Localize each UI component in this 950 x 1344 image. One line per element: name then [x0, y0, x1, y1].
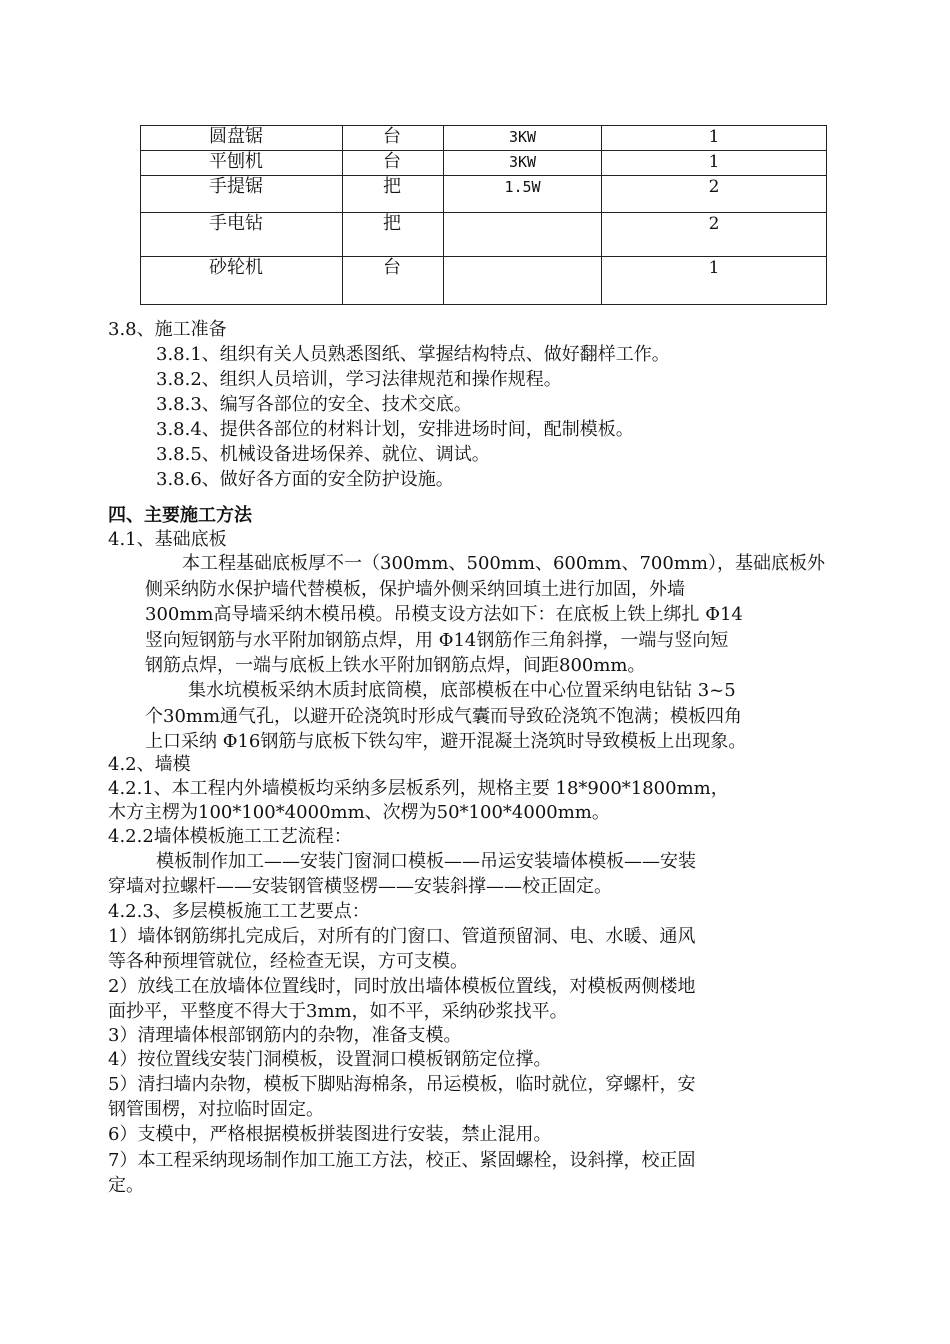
equipment-power — [444, 257, 602, 305]
list-item: 等各种预埋管就位，经检查无误，方可支模。 — [108, 951, 468, 972]
list-item: 6）支模中，严格根据模板拼装图进行安装，禁止混用。 — [108, 1124, 552, 1145]
table-row — [141, 151, 827, 176]
table-row — [141, 176, 827, 213]
equipment-power — [444, 213, 602, 257]
list-item: 钢管围楞，对拉临时固定。 — [108, 1099, 324, 1120]
equipment-unit: 台 — [343, 151, 444, 176]
equipment-power: 3KW — [444, 151, 602, 176]
equipment-qty: 1 — [602, 126, 827, 151]
equipment-power: 3KW — [444, 126, 602, 151]
section-heading: 3.8、施工准备 — [108, 319, 227, 340]
equipment-unit: 把 — [343, 213, 444, 257]
paragraph-line: 300mm高导墙采纳木模吊模。吊模支设方法如下：在底板上铁上绑扎 Φ14 — [145, 604, 743, 625]
section-heading: 4.2、墙模 — [108, 754, 191, 775]
section-heading: 4.2.2墙体模板施工工艺流程： — [108, 826, 352, 847]
list-item: 3）清理墙体根部钢筋内的杂物，准备支模。 — [108, 1025, 462, 1046]
equipment-unit: 台 — [343, 126, 444, 151]
equipment-table — [140, 125, 827, 305]
equipment-name: 砂轮机 — [141, 257, 343, 305]
list-item: 3.8.5、机械设备进场保养、就位、调试。 — [156, 444, 490, 465]
paragraph-line: 本工程基础底板厚不一（300mm、500mm、600mm、700mm），基础底板外 — [182, 553, 825, 574]
table-row — [141, 126, 827, 151]
equipment-power: 1.5W — [444, 176, 602, 213]
list-item: 定。 — [108, 1175, 144, 1196]
equipment-name: 圆盘锯 — [141, 126, 343, 151]
paragraph-line: 集水坑模板采纳木质封底筒模，底部模板在中心位置采纳电钻钻 3~5 — [188, 680, 736, 701]
paragraph-line: 竖向短钢筋与水平附加钢筋点焊，用 Φ14钢筋作三角斜撑，一端与竖向短 — [145, 630, 729, 651]
list-item: 1）墙体钢筋绑扎完成后，对所有的门窗口、管道预留洞、电、水暖、通风 — [108, 926, 696, 947]
paragraph-line: 4.2.1、本工程内外墙模板均采纳多层板系列，规格主要 18*900*1800mm， — [108, 778, 729, 799]
equipment-name: 手电钻 — [141, 213, 343, 257]
equipment-qty: 1 — [602, 257, 827, 305]
list-item: 3.8.4、提供各部位的材料计划，安排进场时间，配制模板。 — [156, 419, 634, 440]
equipment-unit: 把 — [343, 176, 444, 213]
paragraph-line: 模板制作加工——安装门窗洞口模板——吊运安装墙体模板——安装 — [156, 851, 696, 872]
equipment-name: 平刨机 — [141, 151, 343, 176]
list-item: 3.8.1、组织有关人员熟悉图纸、掌握结构特点、做好翻样工作。 — [156, 344, 670, 365]
table-row — [141, 213, 827, 257]
equipment-qty: 2 — [602, 213, 827, 257]
list-item: 7）本工程采纳现场制作加工施工方法，校正、紧固螺栓，设斜撑，校正固 — [108, 1150, 696, 1171]
chapter-heading: 四、主要施工方法 — [108, 505, 252, 526]
list-item: 3.8.6、做好各方面的安全防护设施。 — [156, 469, 454, 490]
list-item: 5）清扫墙内杂物，模板下脚贴海棉条，吊运模板，临时就位，穿螺杆，安 — [108, 1074, 696, 1095]
list-item: 3.8.2、组织人员培训，学习法律规范和操作规程。 — [156, 369, 562, 390]
paragraph-line: 穿墙对拉螺杆——安装钢管横竖楞——安装斜撑——校正固定。 — [108, 876, 612, 897]
equipment-name: 手提锯 — [141, 176, 343, 213]
equipment-unit: 台 — [343, 257, 444, 305]
list-item: 3.8.3、编写各部位的安全、技术交底。 — [156, 394, 472, 415]
table-row — [141, 257, 827, 305]
paragraph-line: 侧采纳防水保护墙代替模板，保护墙外侧采纳回填土进行加固，外墙 — [145, 579, 685, 600]
section-heading: 4.2.3、多层模板施工工艺要点： — [108, 901, 370, 922]
equipment-qty: 2 — [602, 176, 827, 213]
list-item: 面抄平，平整度不得大于3mm，如不平，采纳砂浆找平。 — [108, 1001, 568, 1022]
list-item: 2）放线工在放墙体位置线时，同时放出墙体模板位置线，对模板两侧楼地 — [108, 976, 696, 997]
equipment-qty: 1 — [602, 151, 827, 176]
paragraph-line: 钢筋点焊，一端与底板上铁水平附加钢筋点焊，间距800mm。 — [145, 655, 646, 676]
paragraph-line: 木方主楞为100*100*4000mm、次楞为50*100*4000mm。 — [108, 802, 610, 823]
paragraph-line: 个30mm通气孔，以避开砼浇筑时形成气囊而导致砼浇筑不饱满；模板四角 — [145, 706, 743, 727]
section-heading: 4.1、基础底板 — [108, 529, 227, 550]
list-item: 4）按位置线安装门洞模板，设置洞口模板钢筋定位撑。 — [108, 1049, 552, 1070]
paragraph-line: 上口采纳 Φ16钢筋与底板下铁勾牢，避开混凝土浇筑时导致模板上出现象。 — [145, 731, 747, 752]
